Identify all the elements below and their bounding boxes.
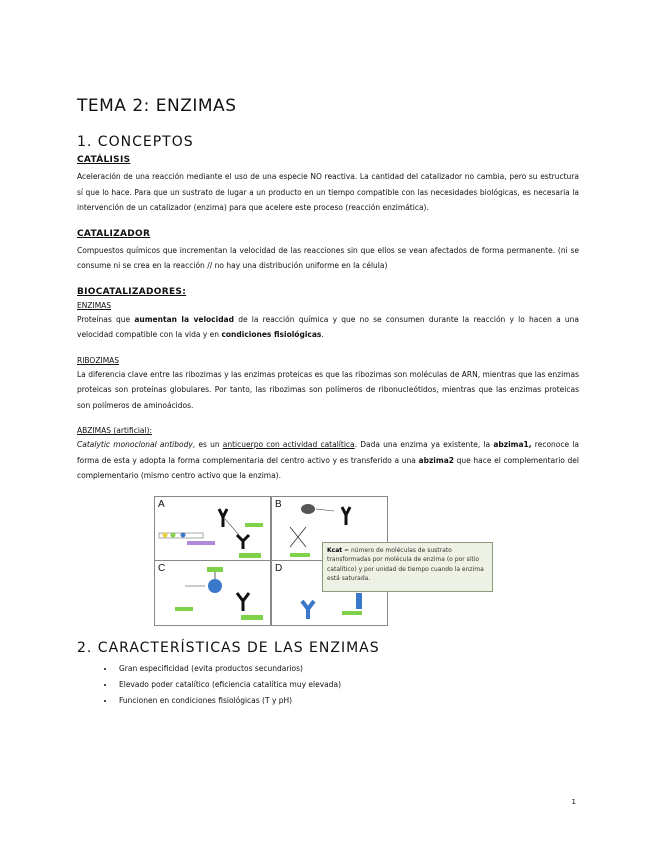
- characteristics-list: [77, 661, 579, 709]
- label-abzimas: ABZIMAS (artificial):: [77, 426, 153, 435]
- link-anticuerpo[interactable]: anticuerpo con actividad catalítica: [222, 440, 355, 449]
- abzyme-figure: [154, 496, 500, 624]
- paragraph-ribozimas: La diferencia clave entre las ribozimas y las enzimas proteicas es que las ribozimas son moléculas de ARN, mientras que las enzimas proteicas son proteínas globulares. Por tanto, las ribozimas son polímeros de ribonucleótidos, mientras que las enzimas proteicas son polímeros de aminoácidos.: [77, 369, 579, 410]
- paragraph-catalizador: Compuestos químicos que incrementan la velocidad de las reacciones sin que ellos se vean afectados de forma permanente. (ni se consume ni se crea en la reacción // no hay una distribución uniforme en la célula): [77, 245, 579, 270]
- subheading-catalisis: CATÁLISIS: [77, 155, 131, 165]
- subheading-catalizador: CATALIZADOR: [77, 228, 151, 239]
- page-title: TEMA 2: ENZIMAS: [77, 96, 237, 116]
- kcat-definition-box: Kcat = número de moléculas de sustrato transformadas por molécula de enzima (o por sitio catalítico) y por unidad de tiempo cuando la enzima está saturada.: [322, 542, 493, 592]
- list-item: • Funcionen en condiciones fisiológicas (T y pH): [115, 693, 579, 709]
- paragraph-enzimas: Proteínas que aumentan la velocidad de la reacción química y que no se consumen durante la reacción y lo hacen a una velocidad compatible con la vida y en condiciones fisiológicas.: [77, 314, 579, 339]
- page-content: [77, 96, 579, 709]
- section-heading-conceptos: 1. CONCEPTOS: [77, 134, 194, 150]
- figure-panel-a: A: [154, 496, 271, 562]
- figure-panel-c: C: [154, 560, 271, 626]
- paragraph-catalisis: Aceleración de una reacción mediante el uso de una especie NO reactiva. La cantidad del catalizador no cambia, pero su estructura sí que lo hace. Para que un sustrato de lugar a un producto en un tiempo compatible con las necesidades biológicas, es necesaria la intervención de un catalizador (enzima) para que acelere este proceso (reacción enzimática).: [77, 172, 579, 212]
- figure-panel-b: B: [271, 496, 388, 562]
- paragraph-abzimas: Catalytic monoclonal antibody, es un anticuerpo con actividad catalítica. Dada una enzima ya existente, la abzima1, reconoce la forma de esta y adopta la forma complementaria del centro activo y es transferido a una abzima2 que hace el complementario del complementario (mismo centro activo que la enzima).: [77, 440, 579, 480]
- panel-a-diagram: [155, 497, 270, 561]
- subheading-biocatalizadores: BIOCATALIZADORES:: [77, 286, 187, 297]
- label-enzimas: ENZIMAS: [77, 300, 112, 310]
- figure-panel-d: D: [271, 560, 388, 626]
- label-ribozimas: RIBOZIMAS: [77, 355, 120, 365]
- panel-c-diagram: [155, 561, 270, 625]
- page-number: 1: [571, 798, 576, 806]
- section-heading-caracteristicas: 2. CARACTERÍSTICAS DE LAS ENZIMAS: [77, 639, 380, 656]
- list-item: • Gran especificidad (evita productos secundarios): [115, 661, 579, 677]
- list-item: • Elevado poder catalítico (eficiencia catalítica muy elevada): [115, 677, 579, 693]
